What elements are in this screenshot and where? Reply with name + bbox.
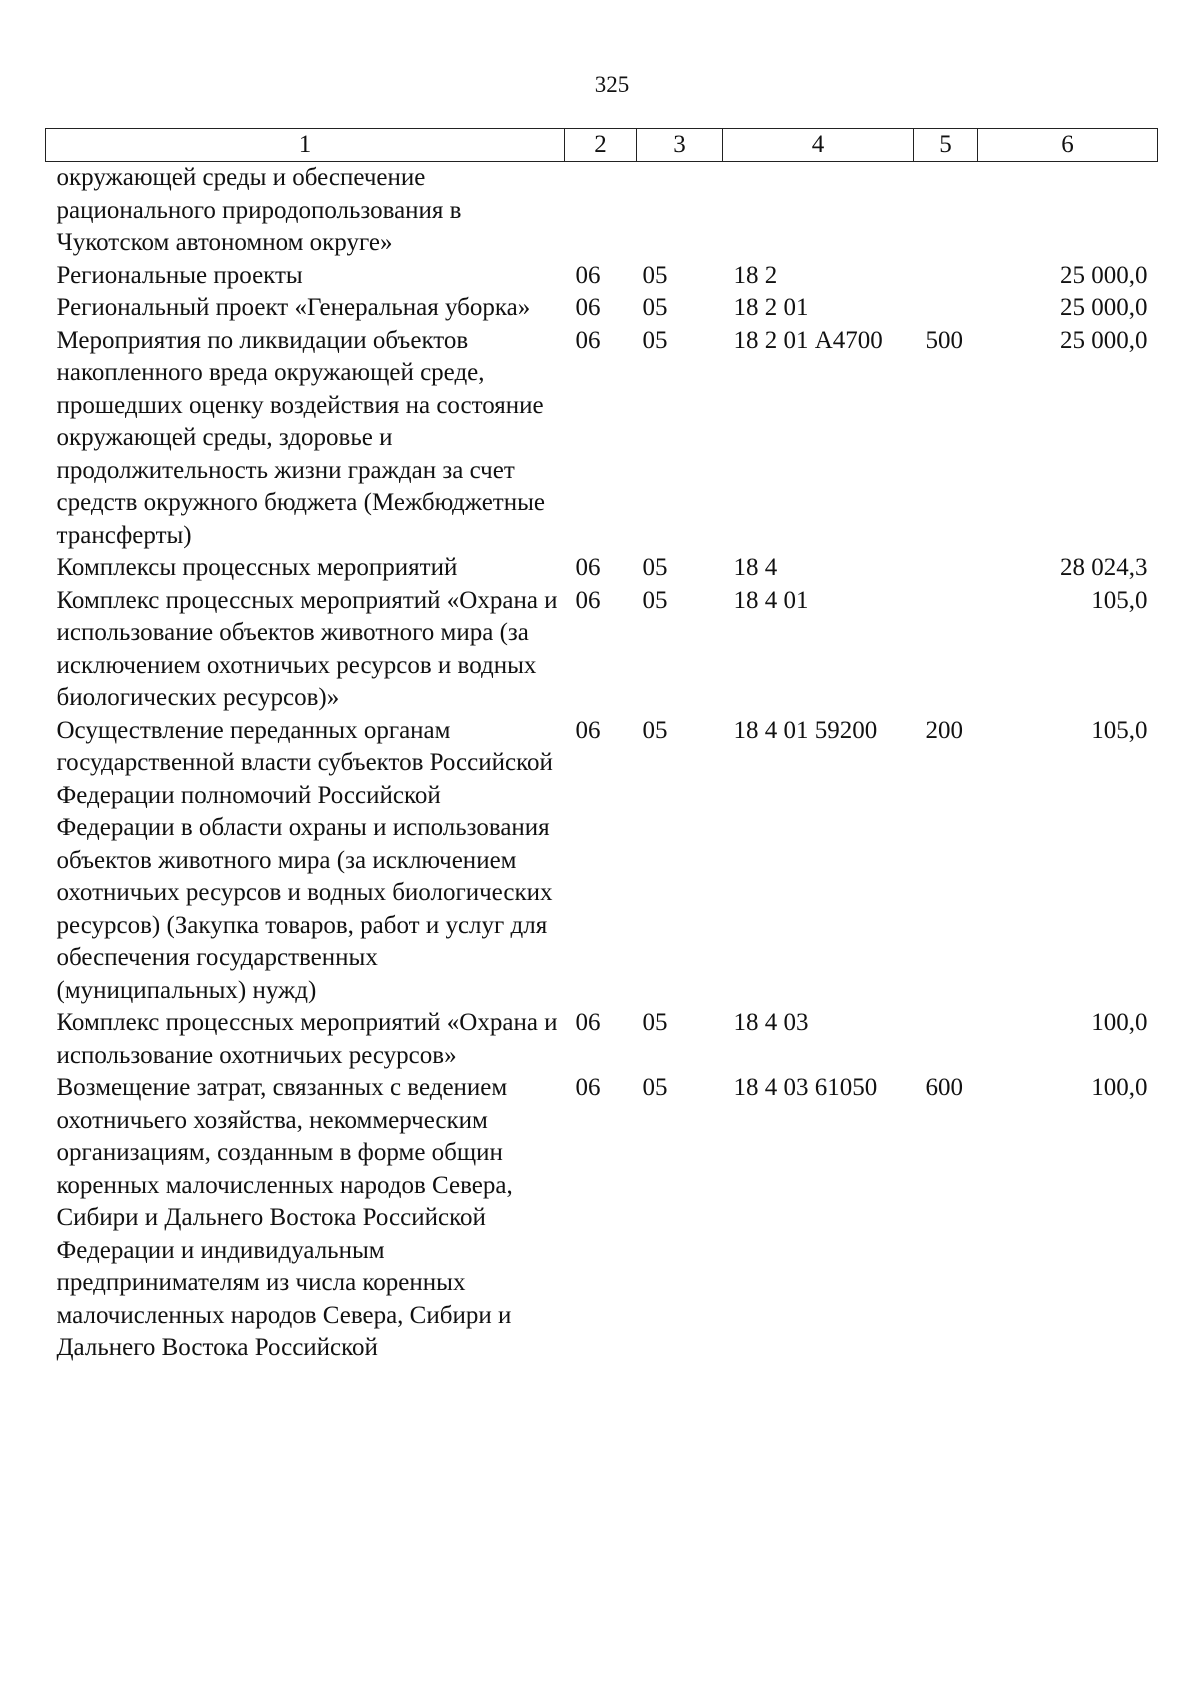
table-row	[46, 1072, 1158, 1365]
row-subsection: 05	[642, 554, 668, 581]
budget-table-container	[45, 128, 1157, 1365]
row-subsection: 05	[642, 586, 668, 614]
row-section: 06	[575, 326, 601, 354]
header-cell-section: 2	[565, 129, 637, 162]
table-row	[46, 292, 1158, 325]
row-target-article: 18 4	[733, 554, 778, 581]
page-number: 325	[594, 72, 630, 97]
row-expense-type	[914, 260, 978, 293]
row-expense-type	[914, 1007, 978, 1072]
row-section: 06	[575, 294, 601, 321]
header-cell-target-article: 4	[723, 129, 914, 162]
header-cell-expense-type: 5	[914, 129, 978, 162]
row-name: Комплекс процессных мероприятий «Охрана и использование объектов животного мира (за исключением охотничьих ресурсов и водных биологических ресурсов)»	[56, 586, 558, 711]
row-expense-type: 200	[925, 716, 963, 744]
row-expense-type	[914, 585, 978, 715]
row-section: 06	[575, 1009, 601, 1036]
row-subsection: 05	[642, 261, 668, 289]
row-name: Комплекс процессных мероприятий «Охрана и использование охотничьих ресурсов»	[56, 1009, 558, 1069]
budget-table	[45, 128, 1158, 1365]
row-subsection: 05	[642, 716, 668, 744]
row-target-article: 18 4 01	[733, 586, 809, 614]
table-row	[46, 162, 1158, 260]
row-section: 06	[575, 586, 601, 614]
header-row	[46, 129, 1158, 162]
row-name: Комплексы процессных мероприятий	[56, 554, 458, 581]
row-amount: 25 000,0	[1060, 261, 1148, 289]
row-name: Возмещение затрат, связанных с ведением охотничьего хозяйства, некоммерческим организациям, созданным в форме общин коренных малочисленных народов Севера, Сибири и Дальнего Востока Российской Федерации и индивидуальным предпринимателям из числа коренных малочисленных народов Севера, Сибири и Дальнего Востока Российской	[56, 1074, 513, 1361]
row-section	[565, 162, 637, 260]
row-subsection: 05	[642, 1074, 668, 1101]
row-target-article: 18 4 03 61050	[733, 1074, 878, 1101]
row-expense-type: 500	[925, 326, 963, 354]
row-target-article: 18 4 01 59200	[733, 716, 878, 744]
table-row	[46, 552, 1158, 585]
row-amount: 100,0	[1091, 1074, 1148, 1101]
row-section: 06	[575, 554, 601, 581]
row-name: Мероприятия по ликвидации объектов накопленного вреда окружающей среде, прошедших оценку воздействия на состояние окружающей среды, здоровье и продолжительность жизни граждан за счет средств окружного бюджета (Межбюджетные трансферты)	[56, 326, 545, 549]
row-section: 06	[575, 716, 601, 744]
row-amount: 100,0	[1091, 1009, 1148, 1036]
row-target-article: 18 4 03	[733, 1009, 809, 1036]
row-name: Региональные проекты	[56, 261, 303, 289]
row-subsection: 05	[642, 1009, 668, 1036]
row-amount: 28 024,3	[1060, 554, 1148, 581]
row-amount: 25 000,0	[1060, 326, 1148, 354]
table-row	[46, 1007, 1158, 1072]
table-row	[46, 585, 1158, 715]
row-expense-type: 600	[925, 1074, 963, 1101]
row-target-article: 18 2 01	[733, 294, 809, 321]
header-cell-subsection: 3	[637, 129, 723, 162]
row-target-article: 18 2 01 А4700	[733, 326, 883, 354]
row-name: окружающей среды и обеспечение рационального природопользования в Чукотском автономном округе»	[56, 164, 462, 256]
header-cell-name: 1	[46, 129, 565, 162]
table-row	[46, 715, 1158, 1008]
header-cell-amount: 6	[978, 129, 1158, 162]
row-amount: 105,0	[1091, 716, 1148, 744]
row-name: Осуществление переданных органам государственной власти субъектов Российской Федерации полномочий Российской Федерации в области охраны и использования объектов животного мира (за исключением охотничьих ресурсов и водных биологических ресурсов) (Закупка товаров, работ и услуг для обеспечения государственных (муниципальных) нужд)	[56, 716, 553, 1004]
row-section: 06	[575, 1074, 601, 1101]
row-amount	[978, 162, 1158, 260]
row-expense-type	[914, 162, 978, 260]
row-subsection	[637, 162, 723, 260]
row-name: Региональный проект «Генеральная уборка»	[56, 294, 531, 321]
row-section: 06	[575, 261, 601, 289]
row-amount: 25 000,0	[1060, 294, 1148, 321]
table-row	[46, 325, 1158, 553]
row-expense-type	[914, 292, 978, 325]
row-target-article	[723, 162, 914, 260]
row-amount: 105,0	[1091, 586, 1148, 614]
row-expense-type	[914, 552, 978, 585]
row-subsection: 05	[642, 326, 668, 354]
table-row	[46, 260, 1158, 293]
row-target-article: 18 2	[733, 261, 778, 289]
row-subsection: 05	[642, 294, 668, 321]
